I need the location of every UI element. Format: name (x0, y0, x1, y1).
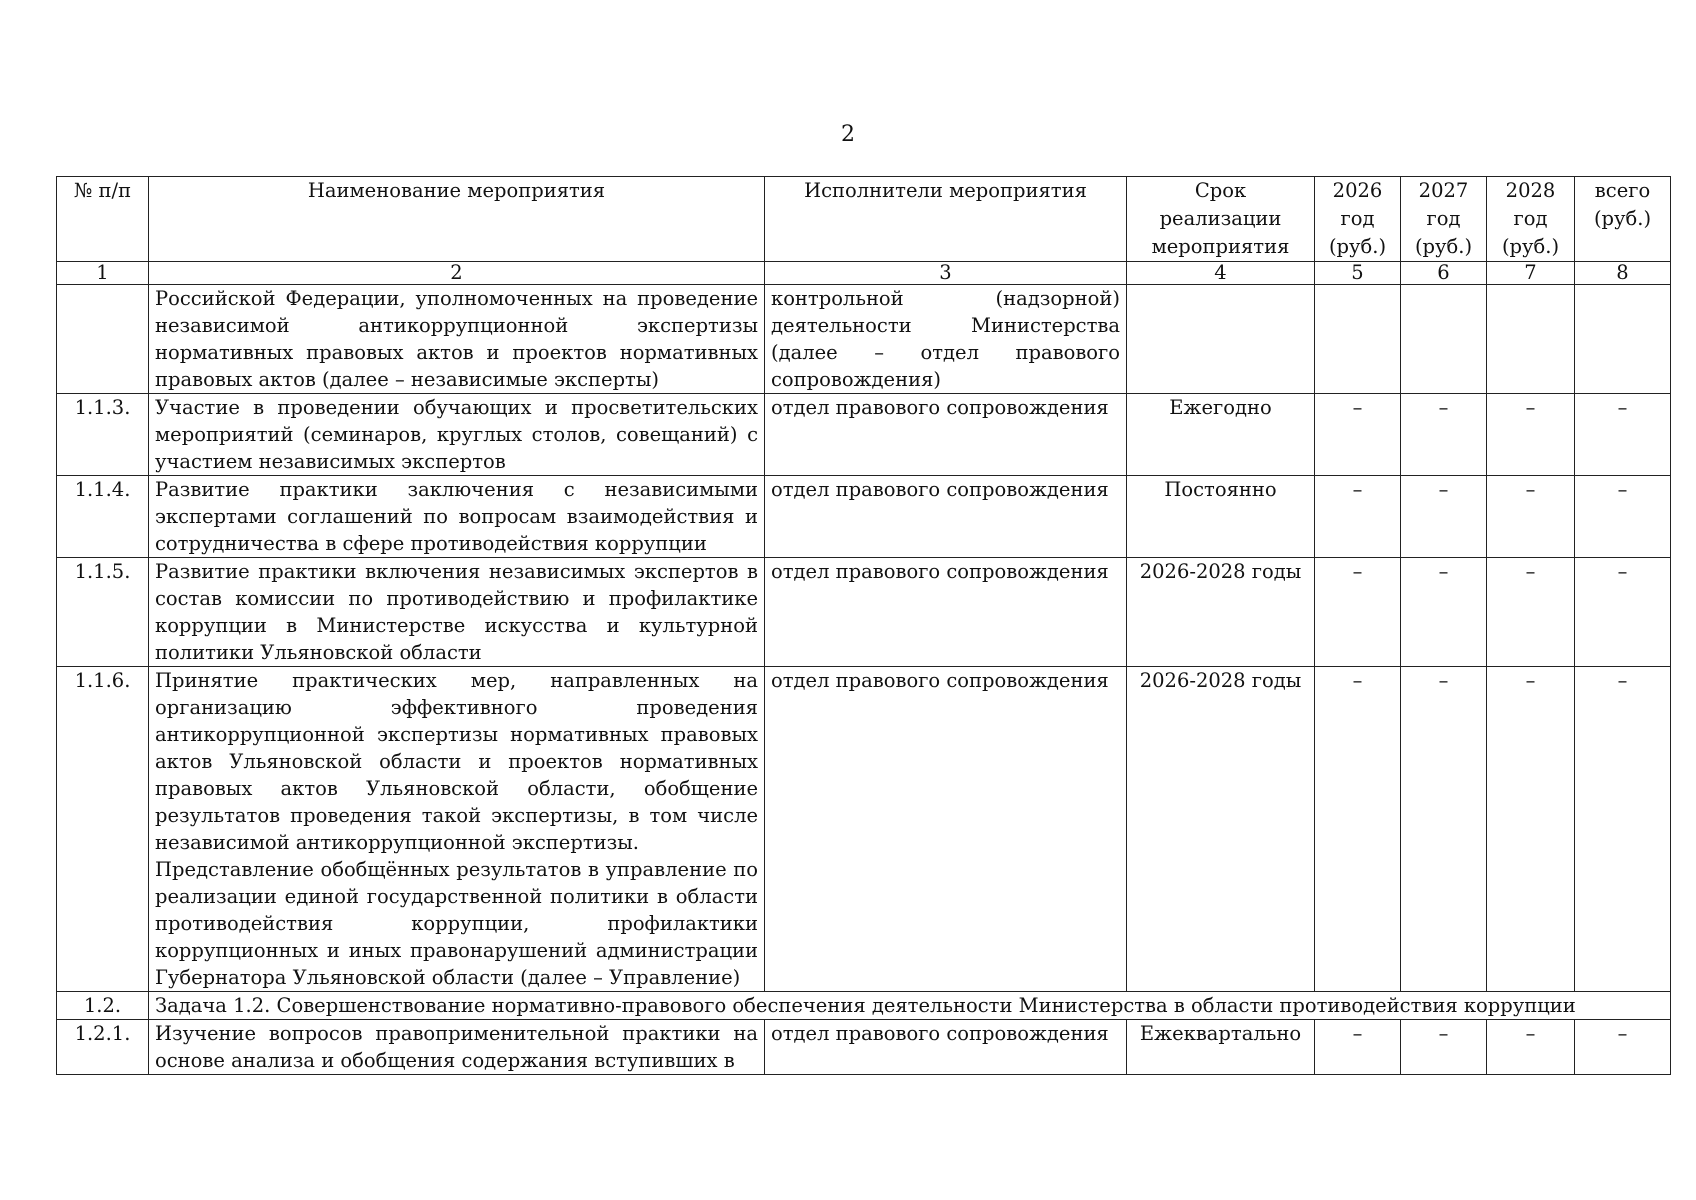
column-number: 6 (1401, 262, 1487, 285)
row-number: 1.1.6. (57, 667, 149, 992)
measure-name: Принятие практических мер, направленных на организацию эффективного проведения антикоррупционной экспертизы нормативных правовых актов Ульяновской области и проектов нормативных правовых актов Ульяновской области, обобщение результатов проведения такой экспертизы, в том числе независимой антикоррупционной экспертизы. (155, 669, 758, 854)
header-2027: 2027 год (руб.) (1401, 177, 1487, 262)
amount-total: – (1575, 1020, 1671, 1075)
column-number: 5 (1315, 262, 1401, 285)
column-number: 3 (765, 262, 1127, 285)
task-number: 1.2. (57, 992, 149, 1020)
table-row (57, 667, 1671, 992)
measure-name: Развитие практики включения независимых экспертов в состав комиссии по противодействию и профилактике коррупции в Министерстве искусства и культурной политики Ульяновской области (149, 558, 765, 667)
measure-name-continued: Представление обобщённых результатов в управление по реализации единой государственной политики в области противодействия коррупции, профилактики коррупционных и иных правонарушений администрации Губернатора Ульяновской области (далее – Управление) (155, 858, 758, 989)
amount-2027: – (1401, 476, 1487, 558)
measure-term: 2026-2028 годы (1127, 667, 1315, 992)
page-number: 2 (841, 122, 855, 147)
measure-term: Ежегодно (1127, 394, 1315, 476)
amount-2026: – (1315, 1020, 1401, 1075)
header-row (57, 177, 1671, 262)
measure-executors: отдел правового сопровождения (765, 394, 1127, 476)
row-number (57, 285, 149, 394)
amount-total (1575, 285, 1671, 394)
column-number: 7 (1487, 262, 1575, 285)
measure-name: Развитие практики заключения с независимыми экспертами соглашений по вопросам взаимодействия и сотрудничества в сфере противодействия коррупции (149, 476, 765, 558)
amount-total: – (1575, 667, 1671, 992)
measure-executors: отдел правового сопровождения (765, 1020, 1127, 1075)
header-total: всего (руб.) (1575, 177, 1671, 262)
amount-2028 (1487, 285, 1575, 394)
amount-2027: – (1401, 1020, 1487, 1075)
amount-2028: – (1487, 476, 1575, 558)
table-row (57, 558, 1671, 667)
header-2026: 2026 год (руб.) (1315, 177, 1401, 262)
amount-2026: – (1315, 476, 1401, 558)
amount-2028: – (1487, 1020, 1575, 1075)
measure-name: Изучение вопросов правоприменительной практики на основе анализа и обобщения содержания вступивших в (149, 1020, 765, 1075)
measure-executors: отдел правового сопровождения (765, 558, 1127, 667)
measure-executors: отдел правового сопровождения (765, 667, 1127, 992)
column-number: 1 (57, 262, 149, 285)
header-name: Наименование мероприятия (149, 177, 765, 262)
amount-2027: – (1401, 394, 1487, 476)
amount-2027 (1401, 285, 1487, 394)
amount-2026: – (1315, 667, 1401, 992)
row-number: 1.2.1. (57, 1020, 149, 1075)
column-number: 2 (149, 262, 765, 285)
amount-2026: – (1315, 558, 1401, 667)
column-number: 8 (1575, 262, 1671, 285)
amount-2027: – (1401, 558, 1487, 667)
table-row (57, 394, 1671, 476)
header-executors: Исполнители мероприятия (765, 177, 1127, 262)
measure-term: Ежеквартально (1127, 1020, 1315, 1075)
task-row (57, 992, 1671, 1020)
amount-total: – (1575, 394, 1671, 476)
measure-executors: отдел правового сопровождения (765, 476, 1127, 558)
header-num: № п/п (57, 177, 149, 262)
table-row (57, 285, 1671, 394)
measure-term: Постоянно (1127, 476, 1315, 558)
row-number: 1.1.3. (57, 394, 149, 476)
measure-name: Участие в проведении обучающих и просветительских мероприятий (семинаров, круглых столов, совещаний) с участием независимых экспертов (149, 394, 765, 476)
measure-term (1127, 285, 1315, 394)
measure-term: 2026-2028 годы (1127, 558, 1315, 667)
measure-name: Российской Федерации, уполномоченных на проведение независимой антикоррупционной экспертизы нормативных правовых актов и проектов нормативных правовых актов (далее – независимые эксперты) (149, 285, 765, 394)
row-number: 1.1.5. (57, 558, 149, 667)
task-title: Задача 1.2. Совершенствование нормативно-правового обеспечения деятельности Министерства в области противодействия коррупции (149, 992, 1671, 1020)
amount-2027: – (1401, 667, 1487, 992)
measures-table (56, 176, 1671, 1075)
measure-executors: контрольной (надзорной) деятельности Министерства (далее – отдел правового сопровождения) (765, 285, 1127, 394)
amount-2028: – (1487, 394, 1575, 476)
amount-total: – (1575, 476, 1671, 558)
header-term: Срок реализации мероприятия (1127, 177, 1315, 262)
amount-2028: – (1487, 667, 1575, 992)
column-number: 4 (1127, 262, 1315, 285)
header-2028: 2028 год (руб.) (1487, 177, 1575, 262)
column-numbers-row (57, 262, 1671, 285)
table-row (57, 1020, 1671, 1075)
row-number: 1.1.4. (57, 476, 149, 558)
amount-2026 (1315, 285, 1401, 394)
table-row (57, 476, 1671, 558)
measure-name-cell (149, 667, 765, 992)
amount-2026: – (1315, 394, 1401, 476)
amount-2028: – (1487, 558, 1575, 667)
amount-total: – (1575, 558, 1671, 667)
